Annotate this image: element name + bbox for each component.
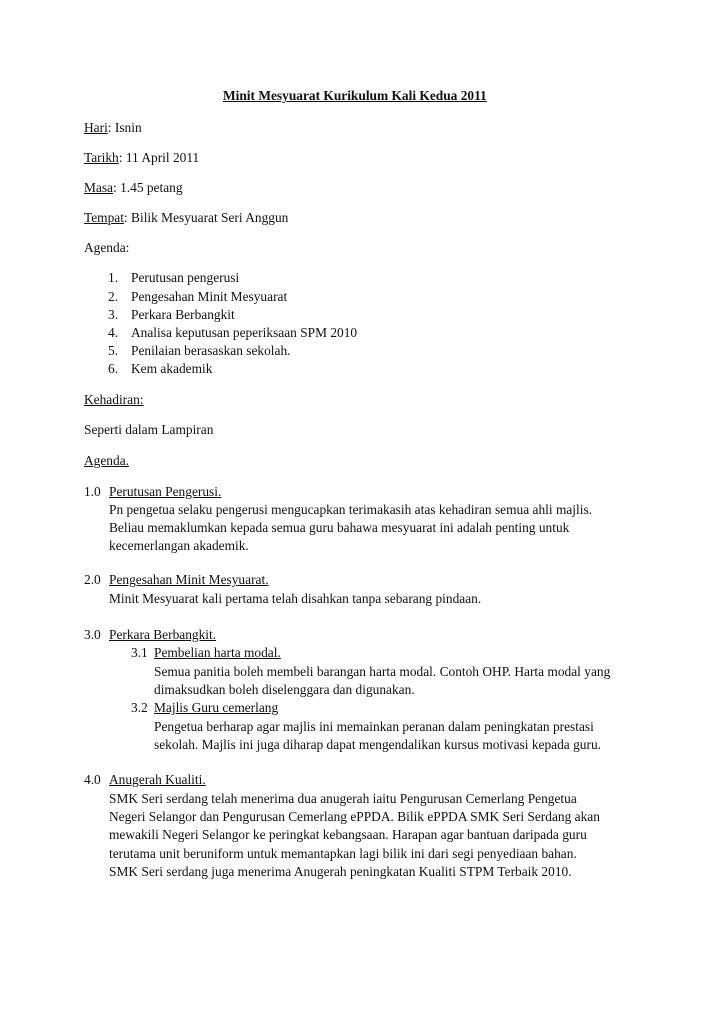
info-tarikh xyxy=(84,150,199,166)
agenda-item-num: 5. xyxy=(108,343,119,358)
agenda-item-num: 1. xyxy=(108,270,119,285)
section-line: SMK Seri serdang juga menerima Anugerah peningkatan Kualiti STPM Terbaik 2010. xyxy=(109,864,572,879)
section-number: 3.0 xyxy=(84,627,101,642)
subsection-title: Majlis Guru cemerlang xyxy=(154,700,279,715)
kehadiran-heading: Kehadiran: xyxy=(84,392,144,407)
info-tempat-label: Tempat xyxy=(84,210,124,225)
agenda-item-num: 4. xyxy=(108,325,119,340)
document-title: Minit Mesyuarat Kurikulum Kali Kedua 2011 xyxy=(223,88,487,103)
section-title: Perkara Berbangkit. xyxy=(109,627,217,642)
section-title: Anugerah Kualiti. xyxy=(109,772,206,787)
info-masa-value: : 1.45 petang xyxy=(113,180,183,195)
section-number: 1.0 xyxy=(84,484,101,499)
subsection-line: Pengetua berharap agar majlis ini memainkan peranan dalam peningkatan prestasi xyxy=(154,719,594,734)
info-hari xyxy=(84,120,142,136)
subsection-line: Semua panitia boleh membeli barangan harta modal. Contoh OHP. Harta modal yang xyxy=(154,664,611,679)
info-tempat xyxy=(84,210,288,226)
agenda-item-num: 3. xyxy=(108,307,119,322)
kehadiran-text: Seperti dalam Lampiran xyxy=(84,422,214,437)
section-number: 2.0 xyxy=(84,572,101,587)
info-tarikh-label: Tarikh xyxy=(84,150,119,165)
agenda-item-text: Kem akademik xyxy=(131,361,213,376)
agenda-item-text: Pengesahan Minit Mesyuarat xyxy=(131,289,288,304)
section-title: Perutusan Pengerusi. xyxy=(109,484,222,499)
section-line: kecemerlangan akademik. xyxy=(109,538,249,553)
section-line: Beliau memaklumkan kepada semua guru bahawa mesyuarat ini adalah penting untuk xyxy=(109,520,570,535)
subsection-number: 3.1 xyxy=(131,645,148,660)
subsection-number: 3.2 xyxy=(131,700,148,715)
agenda-heading: Agenda. xyxy=(84,453,129,468)
agenda-item-num: 6. xyxy=(108,361,119,376)
subsection-line: sekolah. Majlis ini juga diharap dapat mengendalikan kursus motivasi kepada guru. xyxy=(154,737,601,752)
agenda-item-text: Perutusan pengerusi xyxy=(131,270,240,285)
section-number: 4.0 xyxy=(84,772,101,787)
section-line: terutama unit beruniform untuk memantapkan lagi bilik ini dari segi penyediaan bahan. xyxy=(109,846,577,861)
subsection-line: dimaksudkan boleh diselenggara dan digunakan. xyxy=(154,682,415,697)
agenda-item-text: Analisa keputusan peperiksaan SPM 2010 xyxy=(131,325,358,340)
info-hari-label: Hari xyxy=(84,120,108,135)
subsection-title: Pembelian harta modal. xyxy=(154,645,281,660)
section-title: Pengesahan Minit Mesyuarat. xyxy=(109,572,269,587)
info-hari-value: : Isnin xyxy=(107,120,142,135)
section-line: SMK Seri serdang telah menerima dua anugerah iaitu Pengurusan Cemerlang Pengetua xyxy=(109,791,577,806)
agenda-item-text: Perkara Berbangkit xyxy=(131,307,235,322)
info-tempat-value: : Bilik Mesyuarat Seri Anggun xyxy=(123,210,289,225)
info-tarikh-value: : 11 April 2011 xyxy=(118,150,200,165)
section-line: Negeri Selangor dan Pengurusan Cemerlang ePPDA. Bilik ePPDA SMK Seri Serdang akan xyxy=(109,809,600,824)
agenda-item-num: 2. xyxy=(108,289,119,304)
section-line: Pn pengetua selaku pengerusi mengucapkan terimakasih atas kehadiran semua ahli majlis. xyxy=(109,502,593,517)
agenda-item-text: Penilaian berasaskan sekolah. xyxy=(131,343,291,358)
info-masa-label: Masa xyxy=(84,180,114,195)
agenda-list-heading: Agenda: xyxy=(84,240,130,255)
section-line: Minit Mesyuarat kali pertama telah disahkan tanpa sebarang pindaan. xyxy=(109,591,482,606)
section-line: mewakili Negeri Selangor ke peringkat kebangsaan. Harapan agar bantuan daripada guru xyxy=(109,827,587,842)
info-masa xyxy=(84,180,183,196)
